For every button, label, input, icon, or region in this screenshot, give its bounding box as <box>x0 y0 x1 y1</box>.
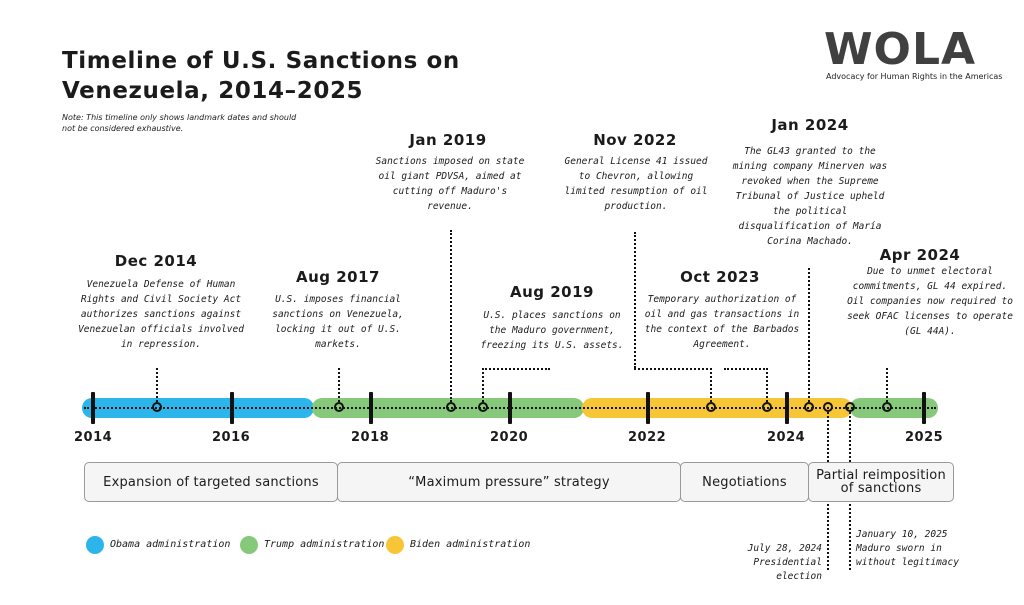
event-desc: U.S. imposes financial sanctions on Venezuela, locking it out of U.S. markets. <box>272 294 404 350</box>
event-marker-apr-2024 <box>882 402 892 412</box>
connector-apr-2024 <box>886 368 888 402</box>
event-desc: Due to unmet electoral commitments, GL 44 expired. Oil companies now required to seek OFAC licenses to operate (GL 44A). <box>847 266 1013 337</box>
disclaimer-note: Note: This timeline only shows landmark dates and should not be considered exhaustive. <box>62 113 297 133</box>
tick-2025 <box>922 392 926 424</box>
phase-partial-reimposition: Partial reimposition of sanctions <box>808 462 954 502</box>
connector-jan-2019 <box>450 230 452 402</box>
event-marker-aug-2019 <box>478 402 488 412</box>
connector-oct-2023 <box>766 368 768 402</box>
year-label: 2018 <box>351 430 390 445</box>
event-desc: Sanctions imposed on state oil giant PDVSA, aimed at cutting off Maduro's revenue. <box>375 156 525 212</box>
connector-nov-2022-v <box>710 368 712 402</box>
year-label: 2024 <box>767 430 806 445</box>
event-date: Jan 2019 <box>409 131 487 149</box>
event-date: Aug 2017 <box>296 268 380 286</box>
phase-expansion: Expansion of targeted sanctions <box>84 462 338 502</box>
year-label: 2022 <box>628 430 667 445</box>
event-desc: U.S. places sanctions on the Maduro government, freezing its U.S. assets. <box>480 310 624 351</box>
wola-logo: WOLA <box>824 24 977 75</box>
event-marker-jan-2024 <box>804 402 814 412</box>
legend-label: Biden administration <box>410 539 531 550</box>
tick-2022 <box>646 392 650 424</box>
year-label: 2020 <box>490 430 529 445</box>
legend-swatch-biden <box>386 536 404 554</box>
footnote-election: July 28, 2024 Presidential election <box>747 543 822 582</box>
event-marker-jul-2024 <box>823 402 833 412</box>
logo-tagline: Advocacy for Human Rights in the Americas <box>826 72 1003 81</box>
connector-jan-2024 <box>808 268 810 402</box>
event-date: Jan 2024 <box>771 116 849 134</box>
year-label: 2014 <box>74 430 113 445</box>
legend-swatch-trump <box>240 536 258 554</box>
legend-label: Obama administration <box>110 539 231 550</box>
year-label: 2016 <box>212 430 251 445</box>
event-marker-jan-2025 <box>845 402 855 412</box>
phase-maximum-pressure: “Maximum pressure” strategy <box>337 462 681 502</box>
footnote-inauguration: January 10, 2025 Maduro sworn in without legitimacy <box>856 529 959 568</box>
connector-oct-2023-h <box>724 368 768 370</box>
event-desc: Venezuela Defense of Human Rights and Civil Society Act authorizes sanctions against Venezuelan officials involved in repression. <box>78 279 244 350</box>
event-marker-aug-2017 <box>334 402 344 412</box>
year-label: 2025 <box>905 430 944 445</box>
connector-aug-2019 <box>482 368 484 402</box>
event-desc: The GL43 granted to the mining company Minerven was revoked when the Supreme Tribunal of Justice upheld the political disqualification of María Corina Machado. <box>732 146 888 247</box>
legend-swatch-obama <box>86 536 104 554</box>
event-marker-jan-2019 <box>446 402 456 412</box>
event-date: Aug 2019 <box>510 283 594 301</box>
event-desc: General License 41 issued to Chevron, allowing limited resumption of oil production. <box>564 156 708 212</box>
tick-2020 <box>508 392 512 424</box>
event-marker-oct-2023 <box>762 402 772 412</box>
page-title: Timeline of U.S. Sanctions on Venezuela, 2014–2025 <box>62 48 460 104</box>
tick-2016 <box>230 392 234 424</box>
tick-2014 <box>91 392 95 424</box>
event-marker-dec-2014 <box>152 402 162 412</box>
event-date: Apr 2024 <box>879 246 961 264</box>
event-marker-nov-2022 <box>706 402 716 412</box>
tick-2024 <box>785 392 789 424</box>
event-date: Nov 2022 <box>593 131 677 149</box>
connector-aug-2017 <box>338 368 340 402</box>
event-date: Oct 2023 <box>680 268 760 286</box>
connector-nov-2022-h <box>634 368 712 370</box>
connector-aug-2019-h <box>482 368 550 370</box>
event-desc: Temporary authorization of oil and gas transactions in the context of the Barbados Agreement. <box>644 294 800 350</box>
connector-dec-2014 <box>156 368 158 402</box>
event-date: Dec 2014 <box>114 252 198 270</box>
legend-label: Trump administration <box>264 539 385 550</box>
connector-nov-2022 <box>634 232 636 368</box>
phase-negotiations: Negotiations <box>680 462 809 502</box>
tick-2018 <box>369 392 373 424</box>
